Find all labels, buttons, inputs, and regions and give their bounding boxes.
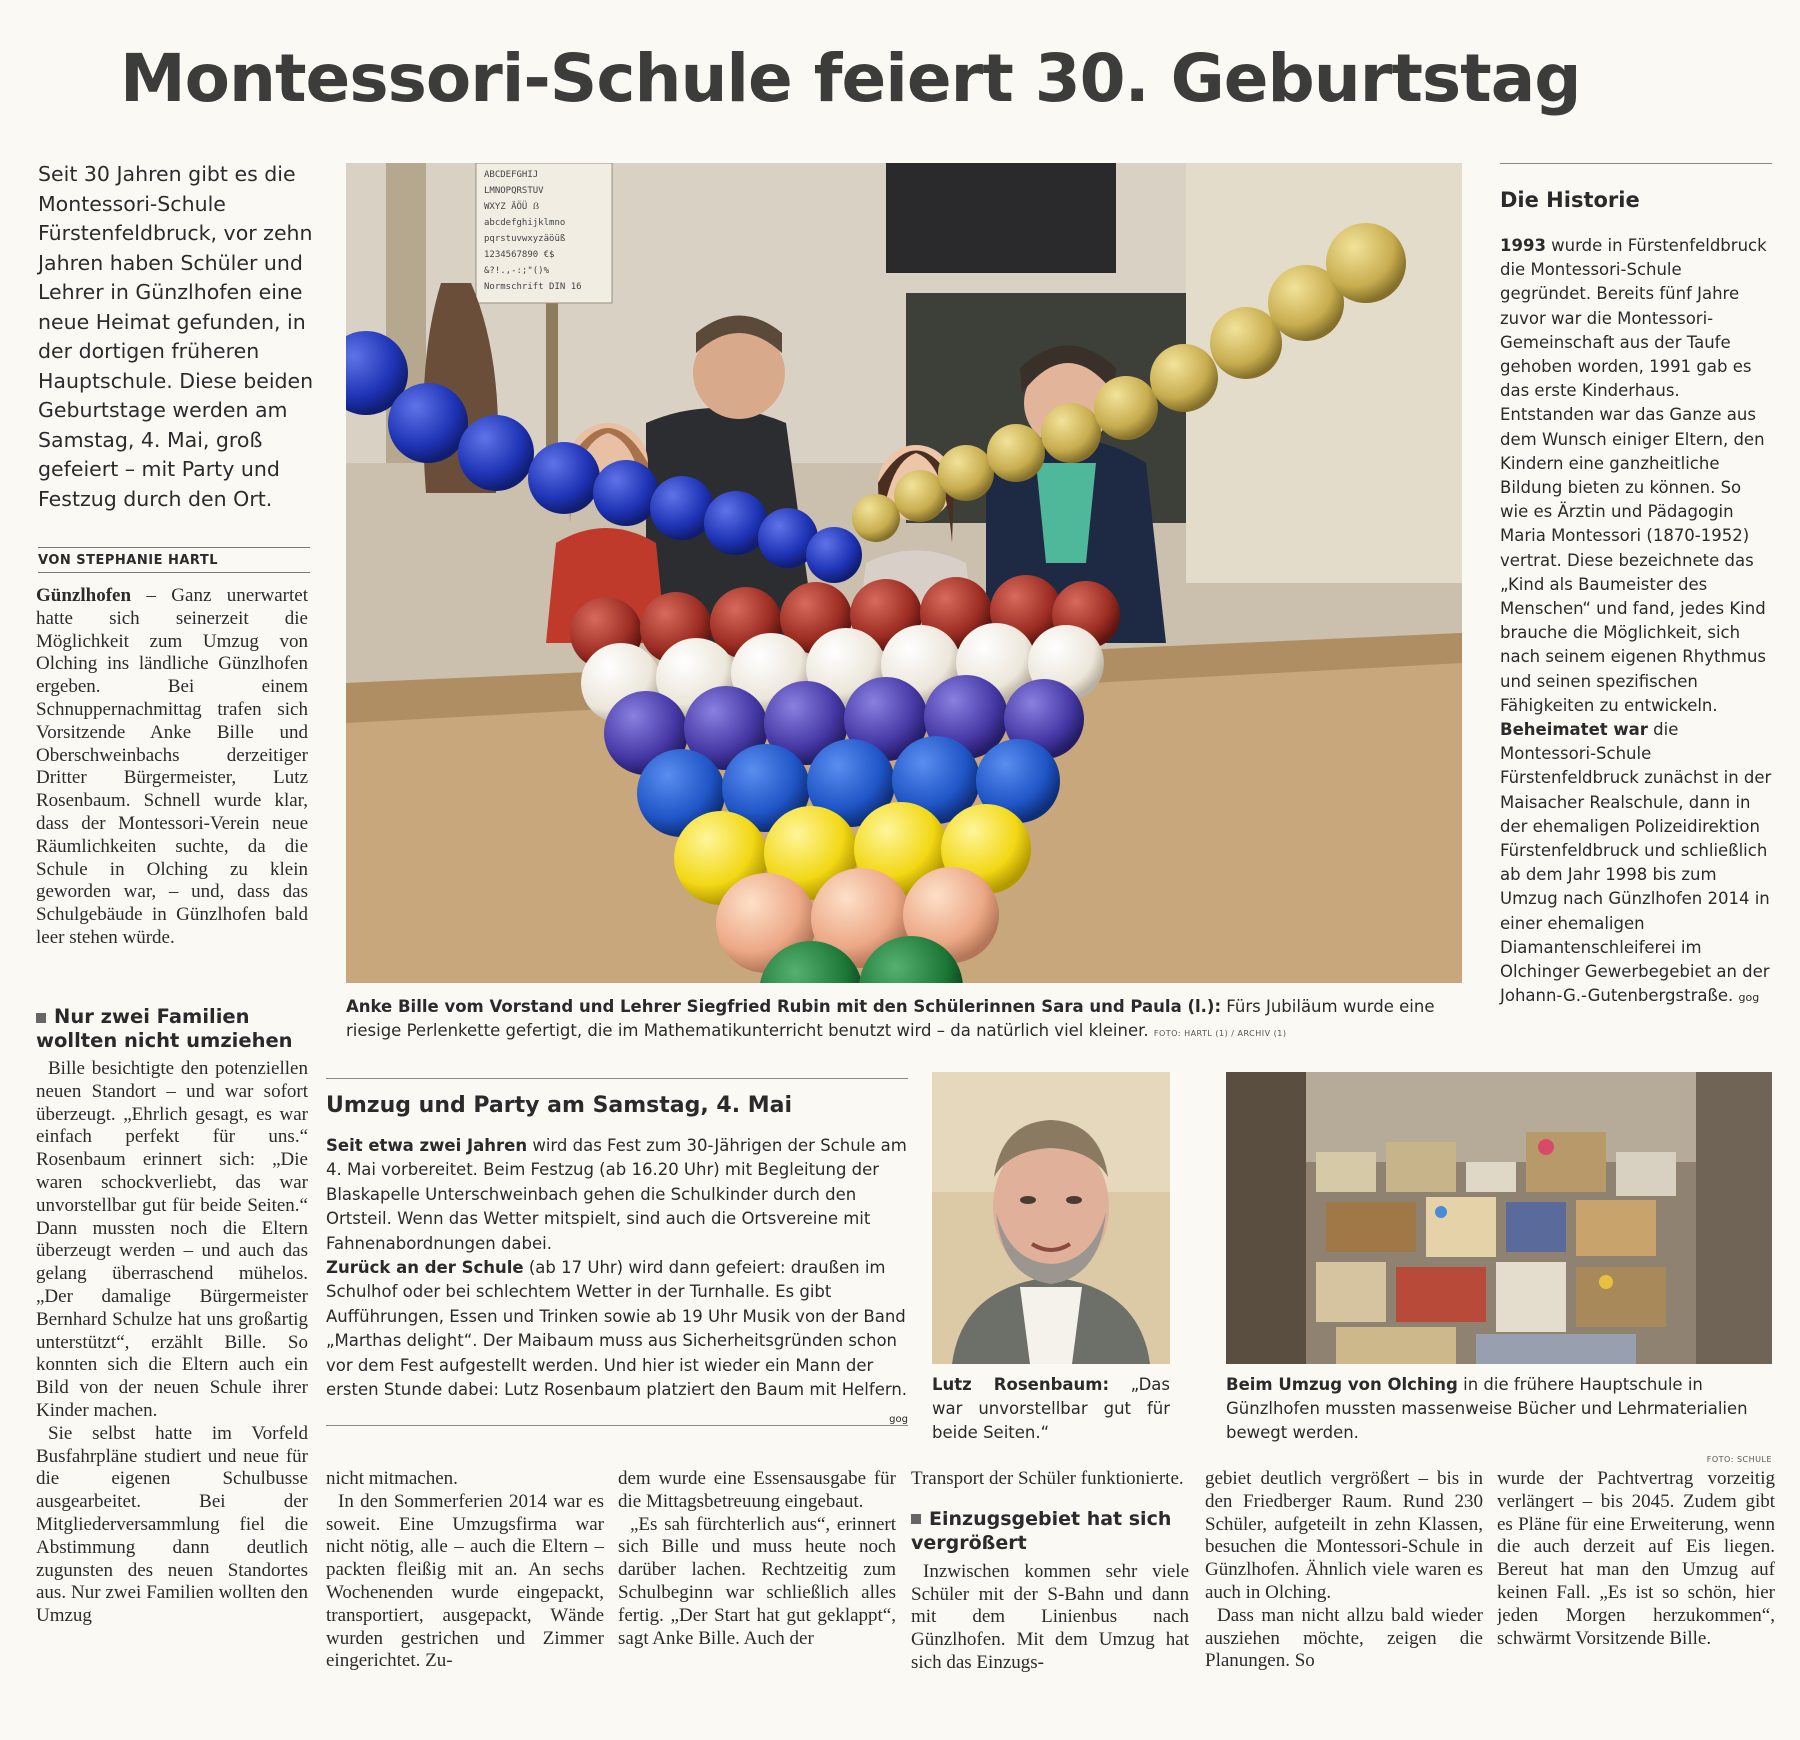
moving-image: [1226, 1072, 1772, 1364]
board-line: Normschrift DIN 16: [484, 282, 582, 292]
article-paragraph: Sie selbst hatte im Vorfeld Busfahrpläne studiert und neue für die eigenen Schulbusse ausgearbeitet. Bei der Mitgliederversammlung fiel die Abstimmung dann deutlich zugunsten des neuen Standortes aus. Nur zwei Familien wollten den Umzug: [36, 1422, 308, 1627]
sidebar-text: wurde in Fürstenfeldbruck die Montessori-Schule gegründet. Bereits fünf Jahre zuvor war die Montessori-Gemeinschaft aus der Taufe gehoben worden, 1991 gab es das erste Kinderhaus. Entstanden war das Ganze aus dem Wunsch einiger Eltern, den Kindern eine ganzheitliche Bildung bieten zu können. So wie es Ärztin und Pädagogin Maria Montessori (1870-1952) vertrat. Diese bezeichnete das „Kind als Baumeister des Menschen“ und fand, jedes Kind brauche die Möglichkeit, sich nach seinem eigenen Rhythmus und seinen spezifischen Fähigkeiten zu entwickeln.: [1500, 236, 1767, 715]
article-paragraph: nicht mitmachen.: [326, 1468, 458, 1489]
sidebar-title: Die Historie: [1500, 188, 1640, 212]
board-line: 1234567890 €$: [484, 250, 555, 260]
sidebar-historie: [1500, 163, 1772, 1011]
article-column-1: [36, 585, 308, 995]
caption-lead-in: Beim Umzug von Olching: [1226, 1375, 1458, 1394]
sidebar-text: die Montessori-Schule Fürstenfeldbruck zunächst in der Maisacher Realschule, dann in der ehemaligen Polizeidirektion Fürstenfeldbruck und schließlich ab dem Jahr 1998 bis zum Umzug nach Günzlhofen 2014 in einer ehemaligen Diamantenschleiferei im Olchinger Gewerbegebiet an der Johann-G.-Gutenbergstraße.: [1500, 720, 1772, 1006]
article-paragraph: „Es sah fürchterlich aus“, erinnert sich Bille und muss heute noch darüber lachen. Rechtzeitig zum Schulbeginn war schließlich alles fertig. „Der Start hat gut geklappt“, sagt Anke Bille. Auch der: [618, 1513, 896, 1649]
info-lead-in: Zurück an der Schule: [326, 1258, 524, 1278]
article-column-5: [911, 1468, 1189, 1728]
board-line: ABCDEFGHIJ: [484, 170, 539, 180]
article-paragraph: Bille besichtigte den potenziellen neuen Standort – und war sofort überzeugt. „Ehrlich gesagt, es war einfach perfekt für uns.“ Rosenbaum erinnert sich: „Die waren schockverliebt, das war unvorstellbar gut für beide Seiten.“ Dann mussten noch die Eltern überzeugt werden – und auch das gelang überraschend mühelos. „Der damalige Bürgermeister Bernhard Schulze hat uns großartig unterstützt“, erzählt Bille. So konnten sich die Eltern auch ein Bild von der neuen Schule ihrer Kinder machen.: [36, 1058, 308, 1421]
article-paragraph: dem wurde eine Essensausgabe für die Mittagsbetreuung eingebaut.: [618, 1468, 896, 1512]
info-lead-in: Seit etwa zwei Jahren: [326, 1136, 528, 1155]
main-photo-image: [346, 163, 1462, 983]
moving-caption: [1226, 1373, 1772, 1472]
info-text: wird das Fest zum 30-Jährigen der Schule am 4. Mai vorbereitet. Beim Festzug (ab 16.20 Uhr) mit Begleitung der Blaskapelle Unterschweinbach gehen die Schulkinder durch den Ortsteil. Wenn das Wetter mitspielt, sind auch die Ortsvereine mit Fahnenabordnungen dabei.: [326, 1136, 907, 1253]
caption-text: in die frühere Hauptschule in Günzlhofen mussten massenweise Bücher und Lehrmaterialien bewegt werden.: [1226, 1375, 1748, 1442]
portrait-caption: [932, 1373, 1170, 1445]
subheading-1: [36, 1005, 316, 1053]
board-line: &?!.,-:;"()%: [484, 266, 550, 276]
moving-photo: [1226, 1072, 1772, 1364]
info-box-party: [326, 1078, 908, 1433]
bullet-square-icon: [911, 1514, 921, 1524]
photo-credit: FOTO: SCHULE: [1706, 1455, 1772, 1464]
portrait-photo: [932, 1072, 1170, 1364]
divider: [326, 1425, 908, 1426]
article-paragraph: In den Sommerferien 2014 war es soweit. Eine Umzugsfirma war nicht nötig, alle – auch die Eltern – packten fleißig mit an. An sechs Wochenenden wurde eingepackt, transportiert, ausgepackt, Wände wurden gestrichen und Zimmer eingerichtet. Zu-: [326, 1490, 604, 1672]
info-box-body: [326, 1134, 908, 1426]
author-sig: gog: [889, 1414, 908, 1426]
board-line: WXYZ ÄÖÜ ẞ: [484, 202, 540, 212]
byline: VON STEPHANIE HARTL: [38, 547, 310, 573]
article-column-3: [326, 1468, 604, 1728]
caption-names: Anke Bille vom Vorstand und Lehrer Siegfried Rubin mit den Schülerinnen Sara und Paula (l.):: [346, 997, 1222, 1016]
portrait-image: [932, 1072, 1170, 1364]
sidebar-lead-in: 1993: [1500, 236, 1546, 255]
info-paragraph: [326, 1256, 908, 1402]
sidebar-paragraph: [1500, 234, 1772, 718]
subheading-2-text: Einzugsgebiet hat sich vergrößert: [911, 1507, 1172, 1554]
author-sig: gog: [1738, 991, 1760, 1005]
sidebar-paragraph: [1500, 718, 1772, 1010]
article-text: – Ganz unerwartet hatte sich seinerzeit die Möglichkeit zum Umzug von Olching ins ländliche Günzlhofen ergeben. Bei einem Schnuppernachmittag trafen sich Vorsitzende Anke Bille und Oberschweinbachs derzeitiger Dritter Bürgermeister, Lutz Rosenbaum. Schnell wurde klar, dass der Montessori-Verein neue Räumlichkeiten suchte, da die Schule in Olching zu klein geworden war, – und, dass das Schulgebäude in Günzlhofen bald leer stehen würde.: [36, 585, 308, 948]
article-paragraph: Transport der Schüler funktionierte.: [911, 1468, 1184, 1489]
article-paragraph: Dass man nicht allzu bald wieder ausziehen möchte, zeigen die Planungen. So: [1205, 1604, 1483, 1672]
board-line: LMNOPQRSTUV: [484, 186, 544, 196]
sidebar-body: [1500, 234, 1772, 1011]
info-text: (ab 17 Uhr) wird dann gefeiert: draußen im Schulhof oder bei schlechtem Wetter in der Turnhalle. Es gibt Aufführungen, Essen und Trinken sowie ab 19 Uhr Musik von der Band „Marthas delight“. Der Maibaum muss aus Sicherheitsgründen schon vor dem Fest aufgestellt werden. Und hier ist wieder ein Mann der ersten Stunde dabei: Lutz Rosenbaum platziert den Baum mit Helfern.: [326, 1258, 908, 1400]
article-column-7: [1497, 1468, 1775, 1728]
headline: Montessori-Schule feiert 30. Geburtstag: [120, 40, 1581, 117]
caption-name: Lutz Rosenbaum:: [932, 1375, 1110, 1394]
caption-quote: „Das war unvorstellbar gut für beide Seiten.“: [932, 1375, 1170, 1442]
board-line: abcdefghijklmno: [484, 218, 566, 228]
article-paragraph: wurde der Pachtvertrag vorzeitig verlängert – bis 2045. Zudem gibt es Pläne für eine Erweiterung, wenn die auch derzeit auf Eis liegen. Bereut hat man den Umzug auf keinen Fall. „Es ist so schön, hier jeden Morgen herzukommen“, schwärmt Vorsitzende Bille.: [1497, 1468, 1775, 1649]
article-paragraph: Inzwischen kommen sehr viele Schüler mit der S-Bahn und dann mit dem Linienbus nach Günzlhofen. Mit dem Umzug hat sich das Einzugs-: [911, 1560, 1189, 1673]
main-photo: [346, 163, 1462, 983]
article-paragraph: gebiet deutlich vergrößert – bis in den Friedberger Raum. Rund 230 Schüler, aufgeteilt in zehn Klassen, besuchen die Montessori-Schule in Günzlhofen. Ähnlich viele waren es auch in Olching.: [1205, 1468, 1483, 1603]
sidebar-lead-in: Beheimatet war: [1500, 720, 1648, 740]
subheading-2: [911, 1507, 1189, 1555]
bullet-square-icon: [36, 1013, 46, 1023]
board-line: pqrstuvwxyzäöüß: [484, 234, 566, 244]
article-column-4: [618, 1468, 896, 1728]
lead-paragraph: Seit 30 Jahren gibt es die Montessori-Schule Fürstenfeldbruck, vor zehn Jahren haben Schüler und Lehrer in Günzlhofen eine neue Heimat gefunden, in der dortigen früheren Hauptschule. Diese beiden Geburtstage werden am Samstag, 4. Mai, groß gefeiert – mit Party und Festzug durch den Ort.: [38, 162, 314, 511]
photo-credit: FOTO: HARTL (1) / ARCHIV (1): [1153, 1029, 1287, 1038]
dateline: Günzlhofen: [36, 585, 132, 606]
info-box-title: Umzug und Party am Samstag, 4. Mai: [326, 1093, 793, 1118]
article-column-2: [36, 1058, 308, 1718]
caption-text: Fürs Jubiläum wurde eine riesige Perlenkette gefertigt, die im Mathematikunterricht benutzt wird – da natürlich viel kleiner.: [346, 997, 1435, 1040]
article-column-6: [1205, 1468, 1483, 1728]
main-photo-caption: [346, 995, 1462, 1046]
info-paragraph: [326, 1134, 908, 1256]
subheading-1-text: Nur zwei Familien wollten nicht umziehen: [36, 1005, 293, 1052]
